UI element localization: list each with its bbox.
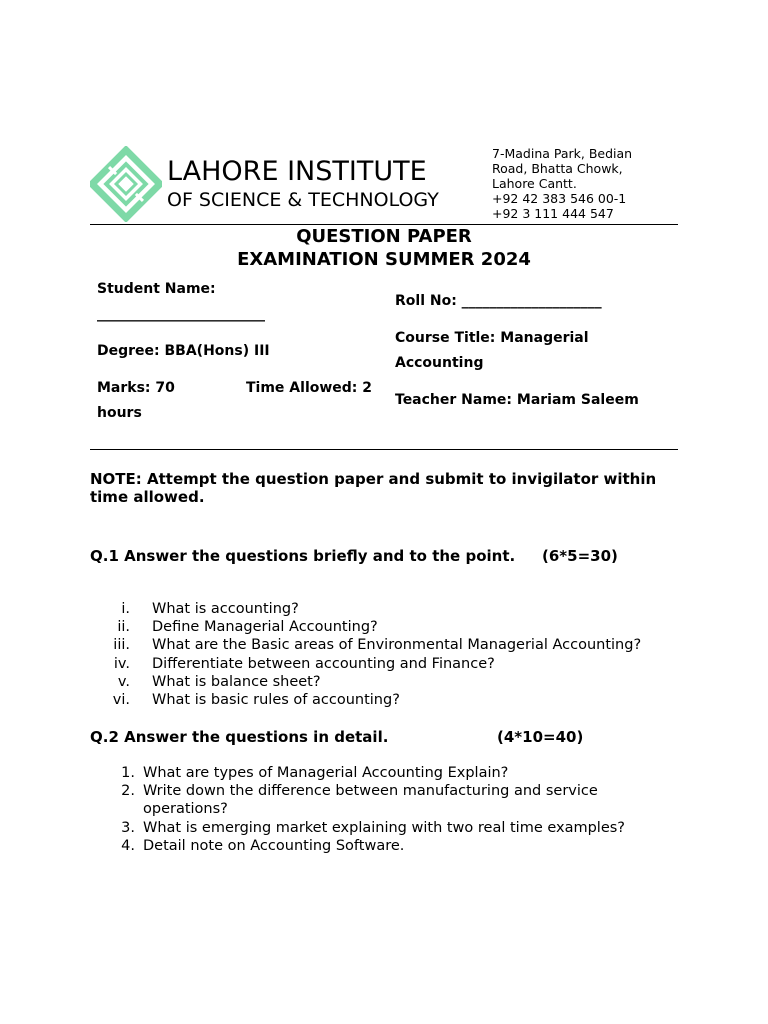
item-number: 4. xyxy=(121,837,135,854)
item-number: 1. xyxy=(121,765,135,781)
address-line: 7-Madina Park, Bedian xyxy=(492,146,633,161)
list-item xyxy=(90,636,680,654)
institute-name: LAHORE INSTITUTE xyxy=(167,156,427,187)
item-number: 3. xyxy=(121,819,135,836)
time-allowed-hours: hours xyxy=(97,405,142,421)
fields-divider xyxy=(90,449,678,450)
address-line: Lahore Cantt. xyxy=(492,176,577,191)
list-item xyxy=(90,782,680,818)
item-text: Write down the difference between manufacturing and service operations? xyxy=(143,783,598,818)
item-text: What is balance sheet? xyxy=(152,673,321,690)
item-number: i. xyxy=(121,601,130,617)
list-item xyxy=(90,600,680,618)
phone-line: +92 42 383 546 00-1 xyxy=(492,191,627,206)
institute-address xyxy=(492,146,682,221)
list-item xyxy=(90,691,680,709)
item-text: Define Managerial Accounting? xyxy=(152,619,378,636)
question-2-list xyxy=(90,764,680,855)
teacher-name-field: Teacher Name: Mariam Saleem xyxy=(395,392,639,408)
time-allowed-field: Time Allowed: 2 xyxy=(246,380,373,396)
list-item xyxy=(90,819,680,837)
list-item xyxy=(90,764,680,782)
question-1-marks: (6*5=30) xyxy=(542,547,618,565)
course-title-field: Course Title: Managerial xyxy=(395,330,589,346)
lahore-institute-logo-icon xyxy=(90,146,162,222)
marks-field: Marks: 70 xyxy=(97,380,175,396)
item-text: What are types of Managerial Accounting Explain? xyxy=(143,765,509,781)
item-number: ii. xyxy=(117,619,130,636)
item-text: What is accounting? xyxy=(152,601,299,617)
item-number: iii. xyxy=(113,637,130,654)
item-text: What is emerging market explaining with two real time examples? xyxy=(143,819,626,836)
item-number: iv. xyxy=(113,655,130,672)
item-text: What is basic rules of accounting? xyxy=(152,692,400,709)
item-number: v. xyxy=(117,673,130,690)
list-item xyxy=(90,618,680,636)
item-number: vi. xyxy=(112,692,130,709)
list-item xyxy=(90,655,680,673)
header-divider xyxy=(90,224,678,225)
instruction-note: NOTE: Attempt the question paper and submit to invigilator within time allowed. xyxy=(90,470,657,506)
student-name-blank: ________________________ xyxy=(97,306,265,322)
list-item xyxy=(90,837,680,855)
item-number: 2. xyxy=(121,783,135,800)
question-2-marks: (4*10=40) xyxy=(497,728,584,746)
item-text: Differentiate between accounting and Finance? xyxy=(152,655,495,672)
question-2-heading: Q.2 Answer the questions in detail. xyxy=(90,728,389,746)
question-1-list xyxy=(90,600,680,709)
item-text: What are the Basic areas of Environmental Managerial Accounting? xyxy=(152,637,642,654)
exam-title: EXAMINATION SUMMER 2024 xyxy=(237,249,531,270)
question-1-heading: Q.1 Answer the questions briefly and to the point. xyxy=(90,547,516,565)
roll-no-field: Roll No: ____________________ xyxy=(395,293,602,309)
paper-title: QUESTION PAPER xyxy=(296,226,472,247)
student-name-label: Student Name: xyxy=(97,281,216,297)
phone-line: +92 3 111 444 547 xyxy=(492,206,614,221)
course-title-continued: Accounting xyxy=(395,355,484,371)
list-item xyxy=(90,673,680,691)
institute-subtitle: OF SCIENCE & TECHNOLOGY xyxy=(167,189,439,211)
item-text: Detail note on Accounting Software. xyxy=(143,837,405,854)
degree-field: Degree: BBA(Hons) III xyxy=(97,343,270,359)
address-line: Road, Bhatta Chowk, xyxy=(492,161,623,176)
